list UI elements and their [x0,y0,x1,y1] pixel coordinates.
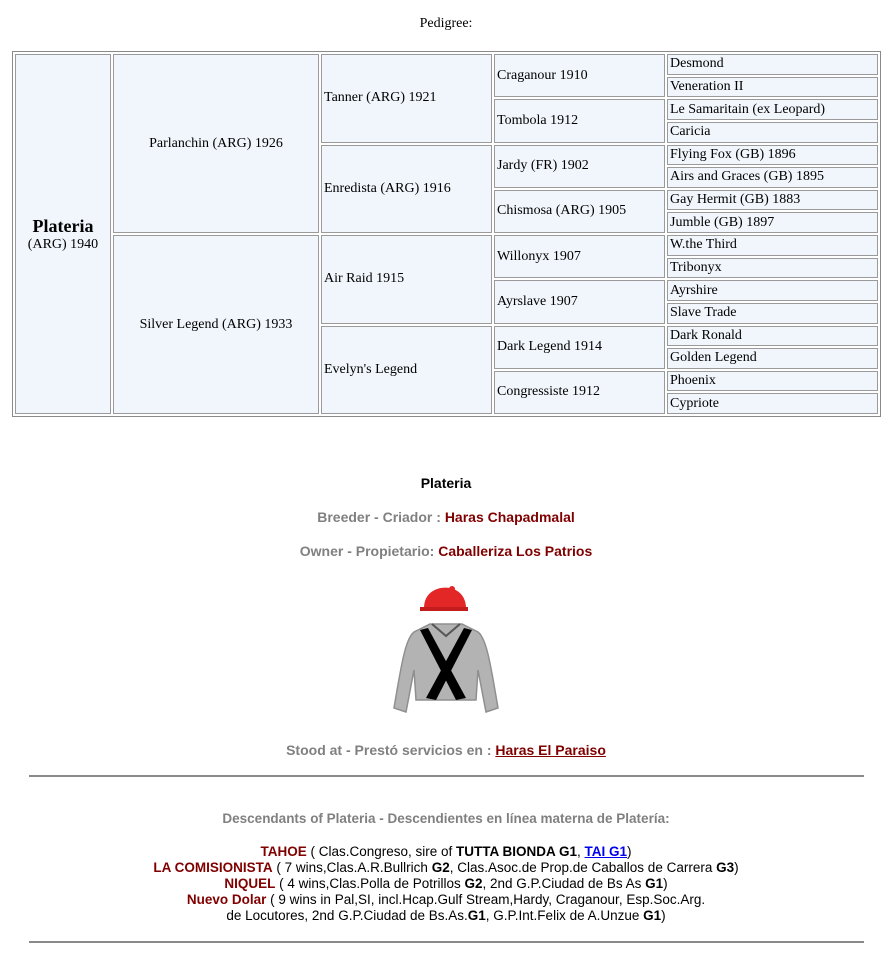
stood-line [0,742,892,758]
stood-label: Stood at - Prestó servicios en : [286,742,496,758]
descendant-bold: G2 [464,876,483,891]
descendant-bold: G1 [645,876,664,891]
descendant-text: ( 9 wins in Pal,SI, incl.Hcap.Gulf Stream,Hardy, Craganour, Esp.Soc.Arg. [266,892,706,907]
descendant-text: de Locutores, 2nd G.P.Ciudad de Bs.As. [226,908,468,923]
descendants-heading: Descendants of Plateria - Descendientes en línea materna de Platería: [222,811,670,826]
horse-cell [15,54,111,414]
pedigree-cell: Congressiste 1912 [494,371,665,414]
descendant-list [0,844,892,924]
racing-silks-image [386,580,506,725]
descendant-name: Nuevo Dolar [186,892,267,907]
owner-label: Owner - Propietario: [299,543,439,559]
descendant-text: ) [734,860,739,875]
pedigree-label: Pedigree: [419,16,473,31]
divider [29,941,864,943]
pedigree-cell: Dark Ronald [667,326,878,347]
stood-link[interactable]: Haras El Paraiso [495,742,606,758]
descendant-item [0,844,892,860]
descendant-item [0,860,892,876]
pedigree-cell: Dark Legend 1914 [494,326,665,369]
pedigree-cell: Airs and Graces (GB) 1895 [667,167,878,188]
descendant-item-continued [0,908,892,924]
descendant-name: LA COMISIONISTA [153,860,273,875]
descendant-text: ( 4 wins,Clas.Polla de Potrillos [275,876,465,891]
pedigree-cell: Ayrshire [667,280,878,301]
pedigree-cell: Gay Hermit (GB) 1883 [667,190,878,211]
pedigree-cell: Cypriote [667,393,878,414]
pedigree-cell: Willonyx 1907 [494,235,665,278]
divider [29,775,864,777]
pedigree-cell: Veneration II [667,77,878,98]
horse-origin: (ARG) 1940 [27,236,99,252]
pedigree-cell: Tribonyx [667,258,878,279]
descendant-bold: G1 [643,908,662,923]
pedigree-cell: Slave Trade [667,303,878,324]
breeder-line [0,509,892,525]
descendant-text: , G.P.Int.Felix de A.Unzue [485,908,644,923]
pedigree-cell: Craganour 1910 [494,54,665,97]
pedigree-cell: Tombola 1912 [494,99,665,142]
descendant-text: ) [661,908,666,923]
horse-title: Plateria [420,475,472,491]
descendant-item [0,892,892,908]
descendant-name: NIQUEL [224,876,276,891]
breeder-value: Haras Chapadmalal [444,509,575,525]
pedigree-cell: Golden Legend [667,348,878,369]
pedigree-cell: Jumble (GB) 1897 [667,212,878,233]
pedigree-cell: Ayrslave 1907 [494,280,665,323]
pedigree-cell: W.the Third [667,235,878,256]
descendant-text: ( Clas.Congreso, sire of [306,844,457,859]
owner-line [0,543,892,559]
pedigree-cell: Air Raid 1915 [321,235,492,324]
descendant-name: TAHOE [260,844,307,859]
jacket-icon [394,624,498,712]
cap-icon [420,586,468,611]
pedigree-cell: Tanner (ARG) 1921 [321,54,492,143]
descendant-text: , Clas.Asoc.de Prop.de Caballos de Carrera [449,860,717,875]
descendant-item [0,876,892,892]
descendant-bold: G2 [431,860,450,875]
owner-value: Caballeriza Los Patrios [438,543,593,559]
pedigree-cell: Jardy (FR) 1902 [494,145,665,188]
descendant-text: , [577,844,585,859]
pedigree-cell: Le Samaritain (ex Leopard) [667,99,878,120]
descendant-bold: G1 [467,908,486,923]
dam-cell: Silver Legend (ARG) 1933 [113,235,319,414]
pedigree-cell: Desmond [667,54,878,75]
pedigree-cell: Enredista (ARG) 1916 [321,145,492,234]
descendant-text: , 2nd G.P.Ciudad de Bs As [482,876,646,891]
tai-link[interactable]: TAI G1 [584,844,628,859]
horse-name: Plateria [32,215,94,236]
descendant-bold: TUTTA BIONDA G1 [456,844,578,859]
descendant-text: ) [627,844,632,859]
sire-cell: Parlanchin (ARG) 1926 [113,54,319,233]
pedigree-cell: Flying Fox (GB) 1896 [667,145,878,166]
pedigree-cell: Phoenix [667,371,878,392]
descendant-text: ) [663,876,668,891]
pedigree-cell: Caricia [667,122,878,143]
descendant-text: ( 7 wins,Clas.A.R.Bullrich [272,860,432,875]
pedigree-cell: Chismosa (ARG) 1905 [494,190,665,233]
breeder-label: Breeder - Criador : [317,509,445,525]
pedigree-table [12,51,881,417]
pedigree-cell: Evelyn's Legend [321,326,492,415]
descendant-bold: G3 [716,860,735,875]
